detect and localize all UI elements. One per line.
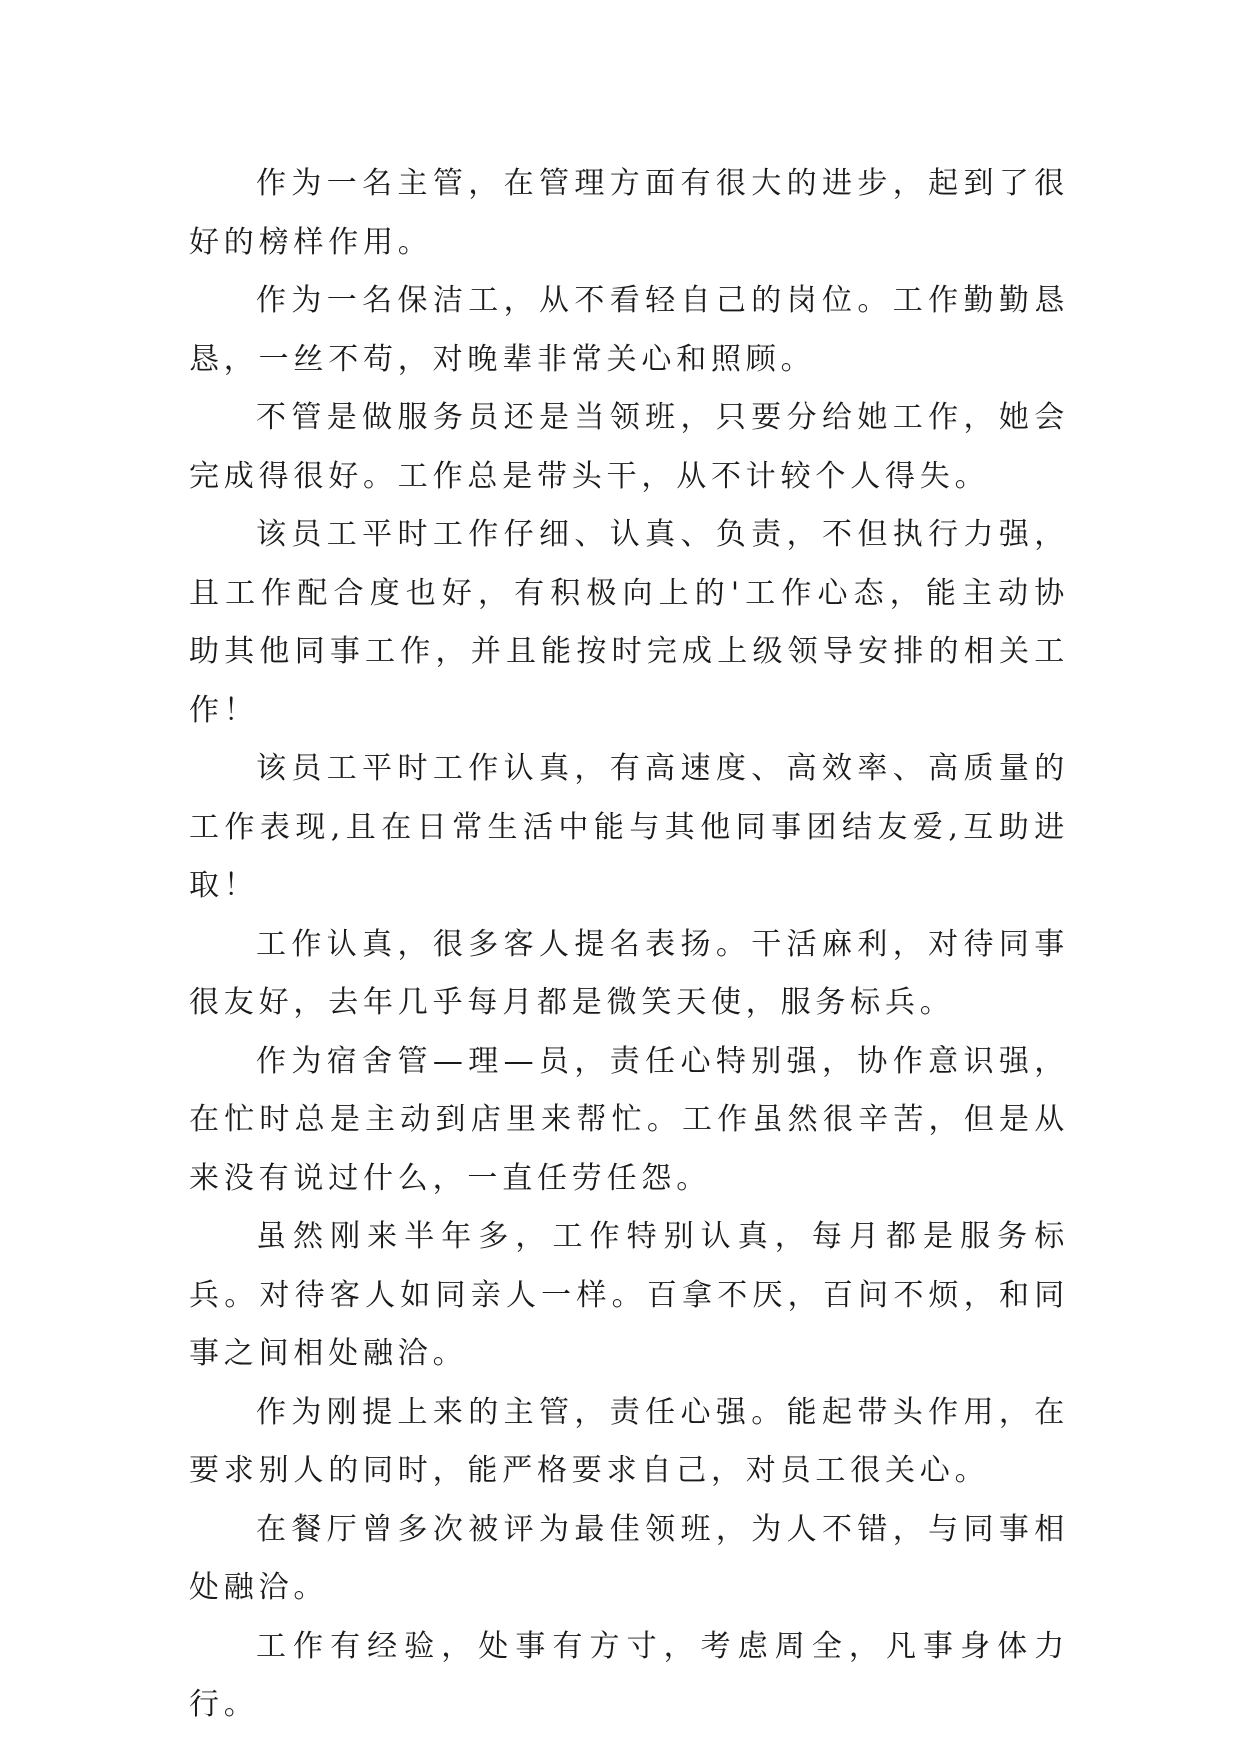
paragraph: 工作有经验，处事有方寸，考虑周全，凡事身体力行。 bbox=[189, 1628, 1069, 1722]
paragraph: 不管是做服务员还是当领班，只要分给她工作，她会完成得很好。工作总是带头干，从不计较个人得失。 bbox=[189, 400, 1069, 494]
paragraph: 作为一名保洁工，从不看轻自己的岗位。工作勤勤恳恳，一丝不苟，对晚辈非常关心和照顾。 bbox=[189, 283, 1069, 377]
paragraph: 该员工平时工作仔细、认真、负责，不但执行力强，且工作配合度也好，有积极向上的'工作心态，能主动协助其他同事工作，并且能按时完成上级领导安排的相关工作！ bbox=[189, 517, 1069, 728]
document-body bbox=[189, 155, 1069, 1735]
paragraph: 作为刚提上来的主管，责任心强。能起带头作用，在要求别人的同时，能严格要求自己，对员工很关心。 bbox=[189, 1394, 1069, 1488]
paragraph: 该员工平时工作认真，有高速度、高效率、高质量的工作表现,且在日常生活中能与其他同事团结友爱,互助进取！ bbox=[189, 751, 1069, 903]
paragraph: 虽然刚来半年多，工作特别认真，每月都是服务标兵。对待客人如同亲人一样。百拿不厌，百问不烦，和同事之间相处融洽。 bbox=[189, 1219, 1069, 1371]
paragraph: 在餐厅曾多次被评为最佳领班，为人不错，与同事相处融洽。 bbox=[189, 1511, 1069, 1605]
paragraph: 工作认真，很多客人提名表扬。干活麻利，对待同事很友好，去年几乎每月都是微笑天使，服务标兵。 bbox=[189, 926, 1069, 1020]
paragraph: 作为宿舍管—理—员，责任心特别强，协作意识强，在忙时总是主动到店里来帮忙。工作虽然很辛苦，但是从来没有说过什么，一直任劳任怨。 bbox=[189, 1043, 1069, 1196]
paragraph: 作为一名主管，在管理方面有很大的进步，起到了很好的榜样作用。 bbox=[189, 166, 1069, 260]
